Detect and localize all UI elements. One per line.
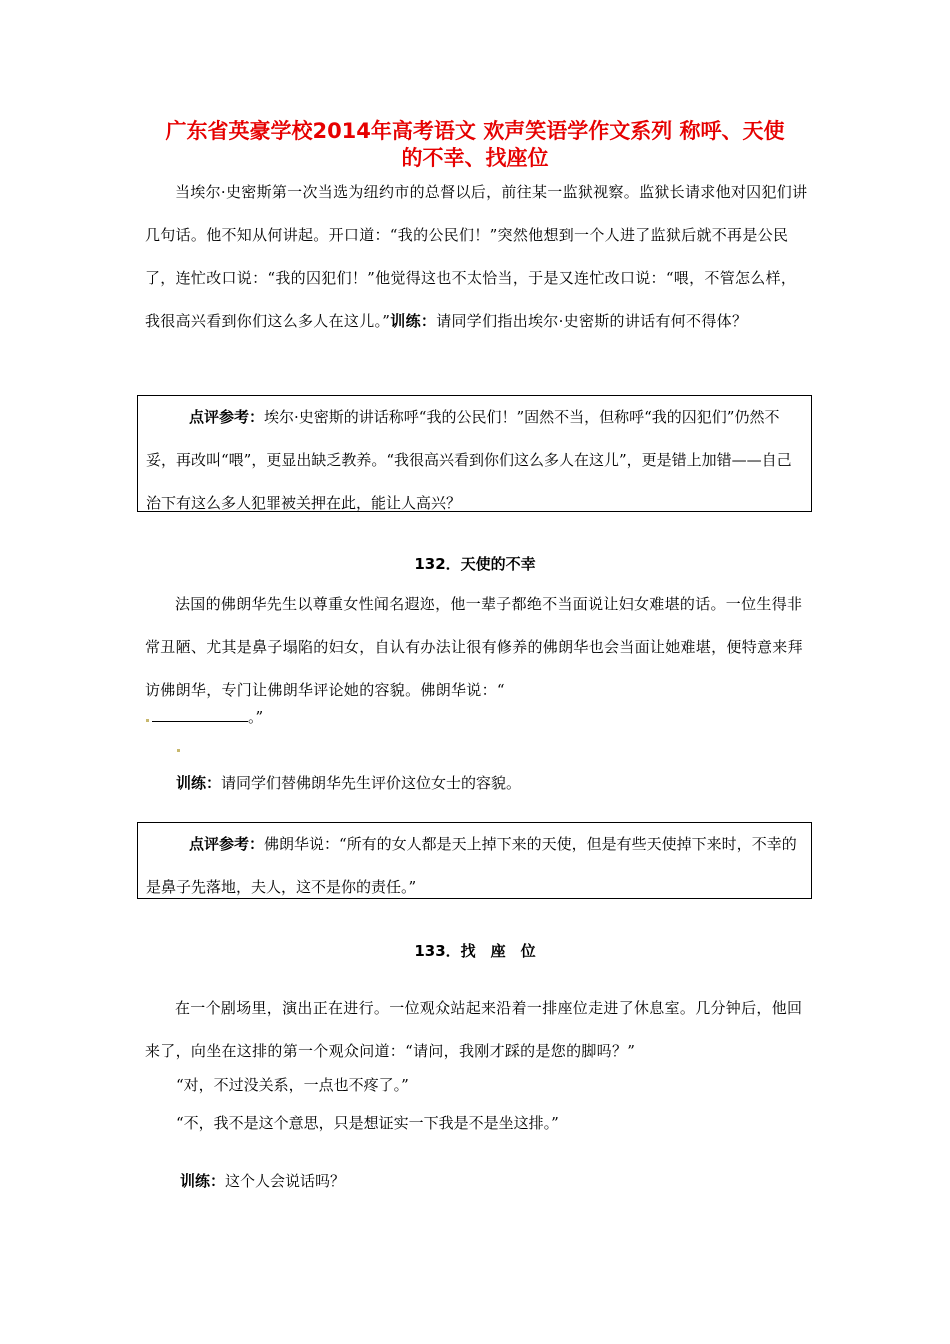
title-line-1: 广东省英豪学校2014年高考语文 欢声笑语学作文系列 称呼、天使 — [165, 119, 785, 143]
story1-review-box — [137, 395, 812, 512]
story2-text: 法国的佛朗华先生以尊重女性闻名遐迩，他一辈子都绝不当面说让妇女难堪的话。一位生得非常丑陋、尤其是鼻子塌陷的妇女，自认有办法让很有修养的佛朗华也会当面让她难堪，便特意来拜访佛朗华，专门让佛朗华评论她的容貌。佛朗华说：“ — [145, 595, 803, 699]
story3-dialogue-1: “对，不过没关系，一点也不疼了。” — [176, 1076, 409, 1094]
story1-review-text: 埃尔·史密斯的讲话称呼“我的公民们！”固然不当，但称呼“我的囚犯们”仍然不妥，再改叫“喂”，更显出缺乏教养。“我很高兴看到你们这么多人在这儿”，更是错上加错——自己治下有这么多人犯罪被关押在此，能让人高兴？ — [146, 408, 792, 512]
story1-exercise-label: 训练： — [390, 312, 437, 330]
story2-exercise-text: 请同学们替佛朗华先生评价这位女士的容貌。 — [221, 774, 522, 792]
story1-review-label: 点评参考： — [189, 408, 265, 426]
story1-exercise-text: 请同学们指出埃尔·史密斯的讲话有何不得体？ — [436, 312, 748, 330]
document-title — [120, 118, 830, 172]
story3-text: 在一个剧场里，演出正在进行。一位观众站起来沿着一排座位走进了休息室。几分钟后，他回来了，向坐在这排的第一个观众问道：“请问，我刚才踩的是您的脚吗？” — [145, 999, 803, 1060]
story2-review-text: 佛朗华说：“所有的女人都是天上掉下来的天使，但是有些天使掉下来时，不幸的是鼻子先落地，夫人，这不是你的责任。” — [146, 835, 797, 896]
story1-text: 当埃尔·史密斯第一次当选为纽约市的总督以后，前往某一监狱视察。监狱长请求他对囚犯们讲几句话。他不知从何讲起。开口道：“我的公民们！”突然他想到一个人进了监狱后就不再是公民了，连忙改口说：“我的囚犯们！”他觉得这也不太恰当，于是又连忙改口说：“喂，不管怎么样，我很高兴看到你们这么多人在这儿。” — [145, 183, 808, 330]
story2-heading: 132．天使的不幸 — [414, 555, 536, 573]
story2-review-box — [137, 822, 812, 899]
story2-review-label: 点评参考： — [189, 835, 265, 853]
story2-blank-line — [145, 706, 263, 728]
story3-paragraph — [145, 987, 810, 1073]
story2-text-end: 。” — [248, 708, 264, 726]
story3-dialogue-2: “不，我不是这个意思，只是想证实一下我是不是坐这排。” — [176, 1114, 559, 1132]
marker-dot — [146, 719, 149, 722]
story1-paragraph — [145, 171, 810, 343]
story3-heading: 133．找 座 位 — [414, 942, 536, 960]
title-line-2: 的不幸、找座位 — [401, 146, 549, 170]
story2-exercise-label: 训练： — [176, 774, 222, 792]
story2-paragraph — [145, 583, 810, 712]
story3-exercise-text: 这个人会说话吗？ — [225, 1172, 346, 1190]
marker-dot — [177, 749, 180, 752]
story3-exercise — [180, 1170, 345, 1192]
story3-exercise-label: 训练： — [180, 1172, 226, 1190]
story2-exercise — [176, 772, 521, 794]
answer-blank — [152, 707, 248, 722]
story2-marker-line — [176, 736, 181, 758]
